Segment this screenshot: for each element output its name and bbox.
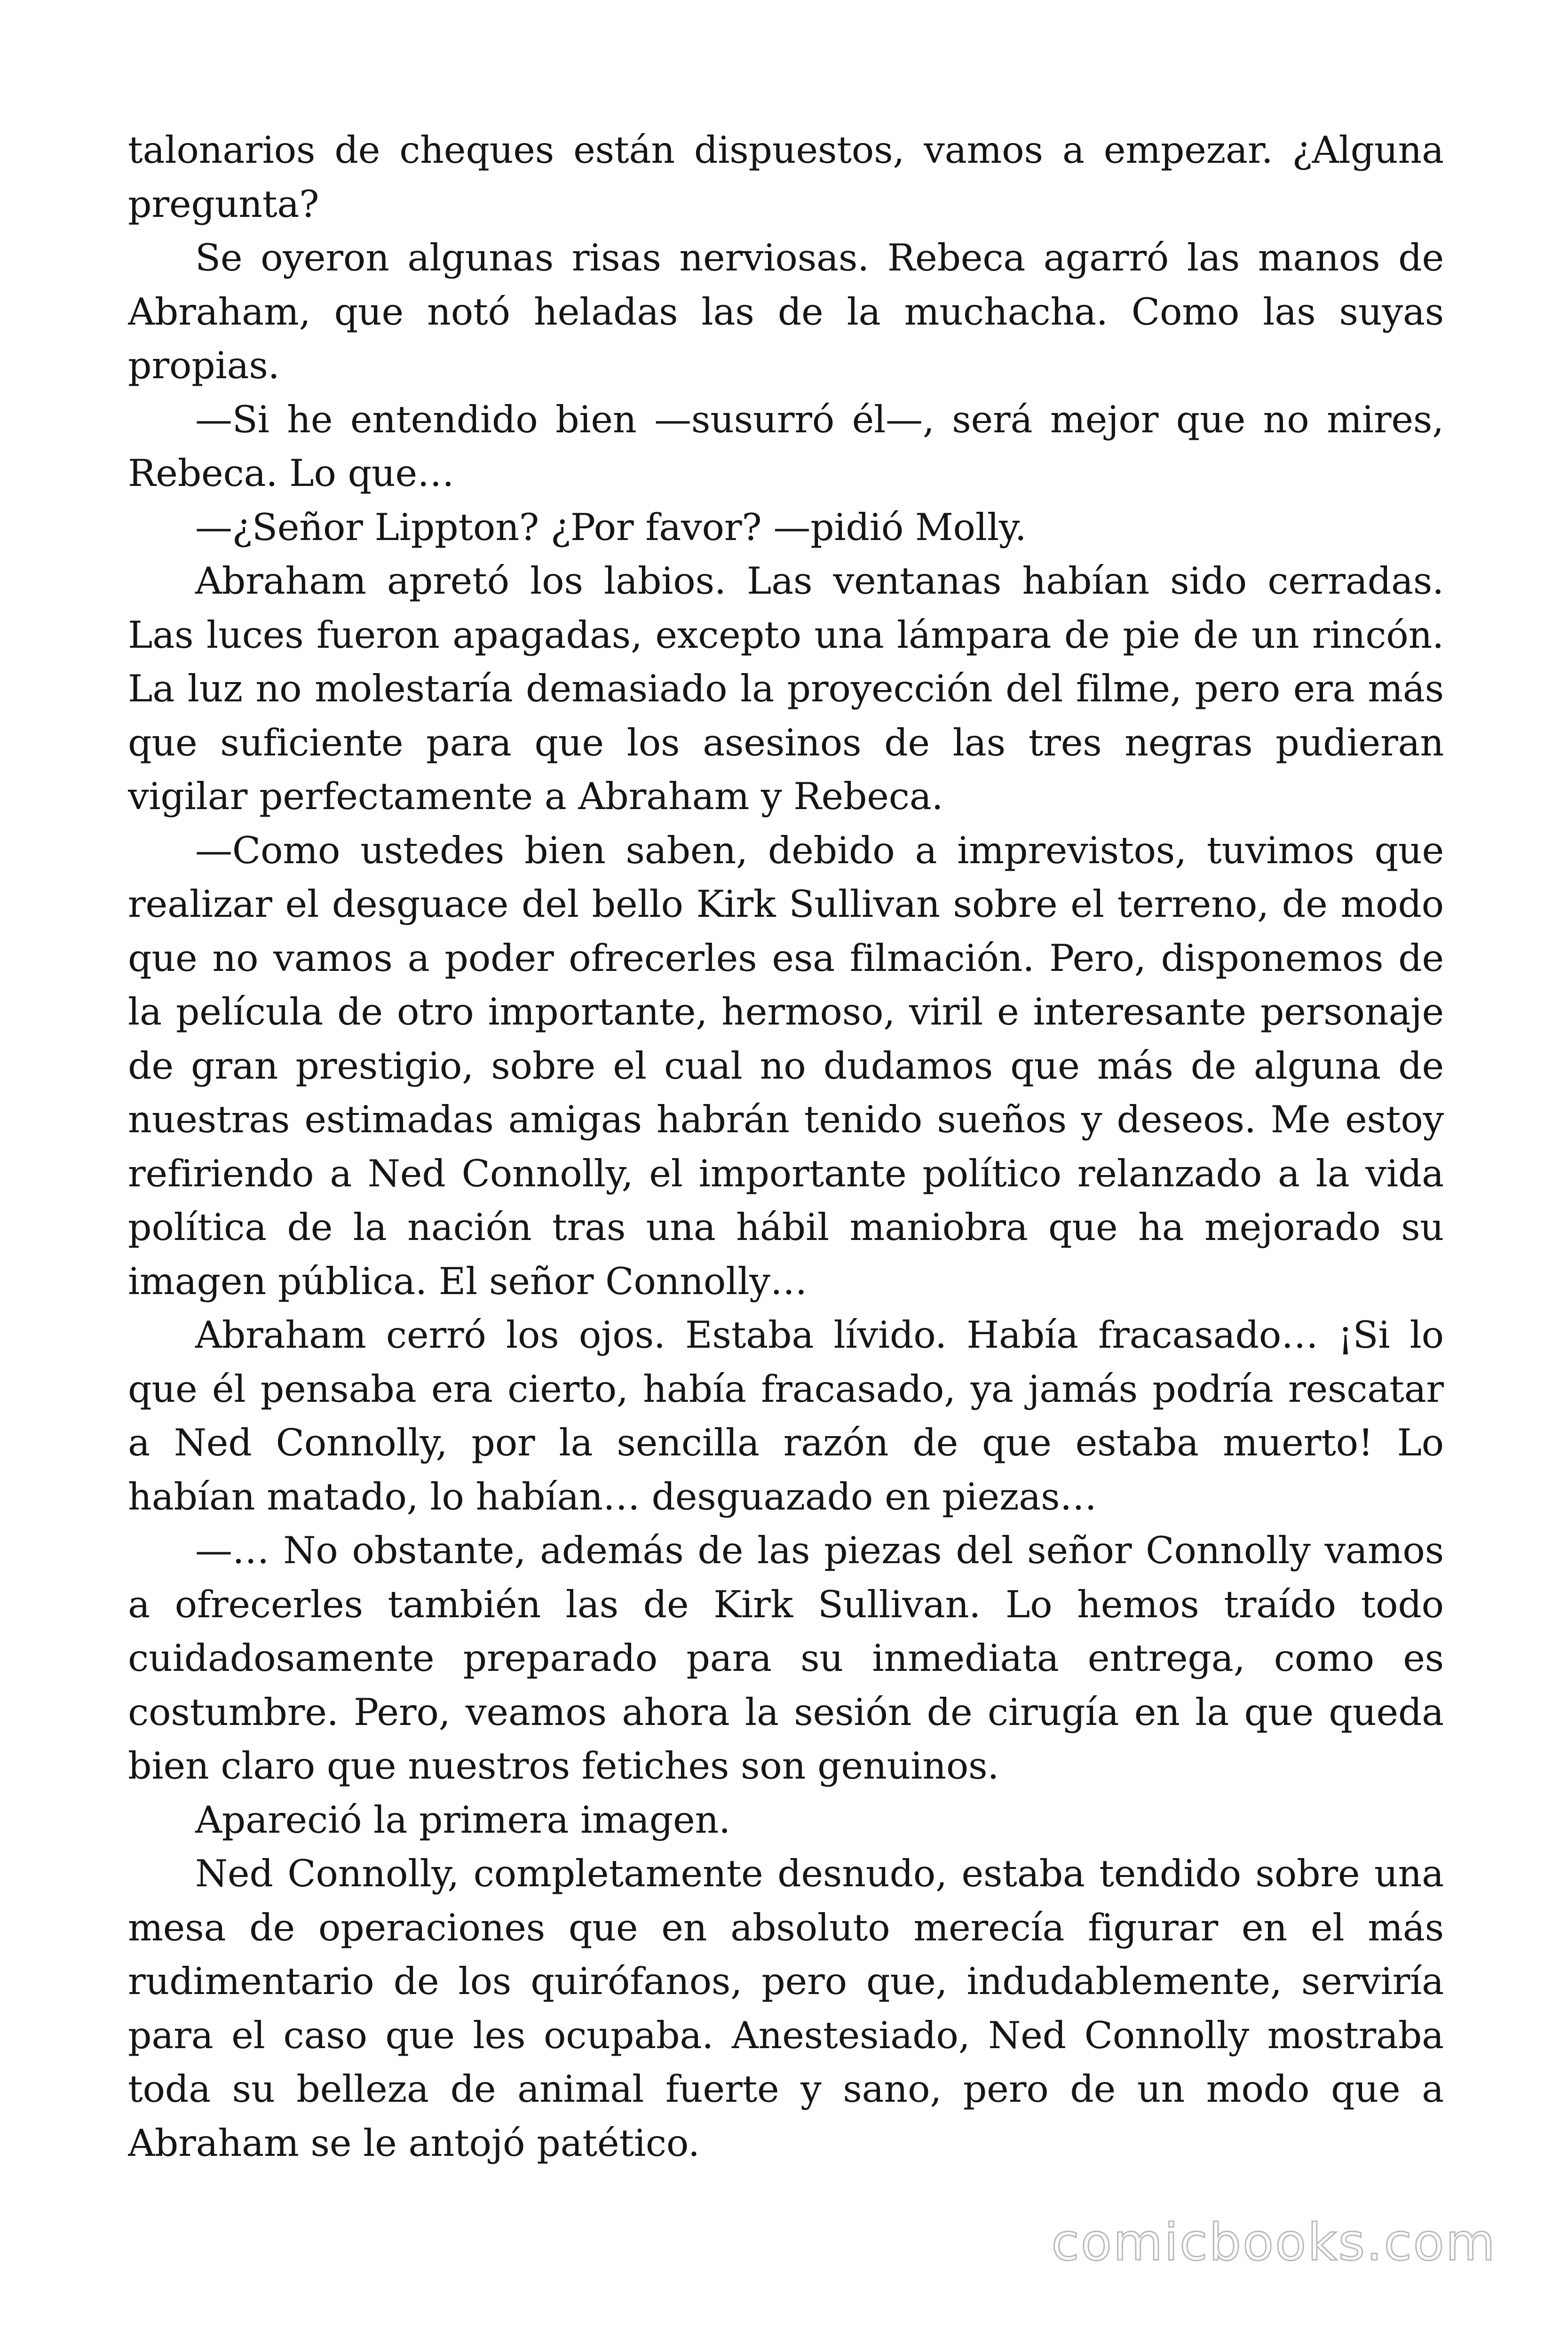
paragraph-6: —Como ustedes bien saben, debido a imprevistos, tuvimos que realizar el desguace del bello Kirk Sullivan sobre el terreno, de modo que no vamos a poder ofrecerles esa filmación. Pero, disponemos de la película de otro importante, hermoso, viril e interesante personaje de gran prestigio, sobre el cual no dudamos que más de alguna de nuestras estimadas amigas habrán tenido sueños y deseos. Me estoy refiriendo a Ned Connolly, el importante político relanzado a la vida política de la nación tras una hábil maniobra que ha mejorado su imagen pública. El señor Connolly… (128, 828, 1444, 1303)
paragraph-2: Se oyeron algunas risas nerviosas. Rebeca agarró las manos de Abraham, que notó heladas las de la muchacha. Como las suyas propias. (128, 236, 1444, 387)
watermark-text: comicbooks.com (1051, 2213, 1497, 2272)
page-body (128, 123, 1444, 2217)
paragraph-9: Apareció la primera imagen. (195, 1798, 730, 1842)
paragraph-8: —… No obstante, además de las piezas del señor Connolly vamos a ofrecerles también las de Kirk Sullivan. Lo hemos traído todo cuidadosamente preparado para su inmediata entrega, como es costumbre. Pero, veamos ahora la sesión de cirugía en la que queda bien claro que nuestros fetiches son genuinos. (128, 1529, 1444, 1788)
paragraph-4: —¿Señor Lippton? ¿Por favor? —pidió Molly. (195, 505, 1027, 549)
paragraph-7: Abraham cerró los ojos. Estaba lívido. Había fracasado… ¡Si lo que él pensaba era cierto, había fracasado, ya jamás podría rescatar a Ned Connolly, por la sencilla razón de que estaba muerto! Lo habían matado, lo habían… desguazado en piezas… (128, 1313, 1444, 1518)
paragraph-1: talonarios de cheques están dispuestos, vamos a empezar. ¿Alguna pregunta? (128, 128, 1444, 226)
paragraph-3: —Si he entendido bien —susurró él—, será mejor que no mires, Rebeca. Lo que… (128, 397, 1444, 495)
paragraph-5: Abraham apretó los labios. Las ventanas habían sido cerradas. Las luces fueron apagadas, excepto una lámpara de pie de un rincón. La luz no molestaría demasiado la proyección del filme, pero era más que suficiente para que los asesinos de las tres negras pudieran vigilar perfectamente a Abraham y Rebeca. (128, 559, 1444, 818)
paragraph-10: Ned Connolly, completamente desnudo, estaba tendido sobre una mesa de operaciones que en absoluto merecía figurar en el más rudimentario de los quirófanos, pero que, indudablemente, serviría para el caso que les ocupaba. Anestesiado, Ned Connolly mostraba toda su belleza de animal fuerte y sano, pero de un modo que a Abraham se le antojó patético. (128, 1852, 1444, 2165)
